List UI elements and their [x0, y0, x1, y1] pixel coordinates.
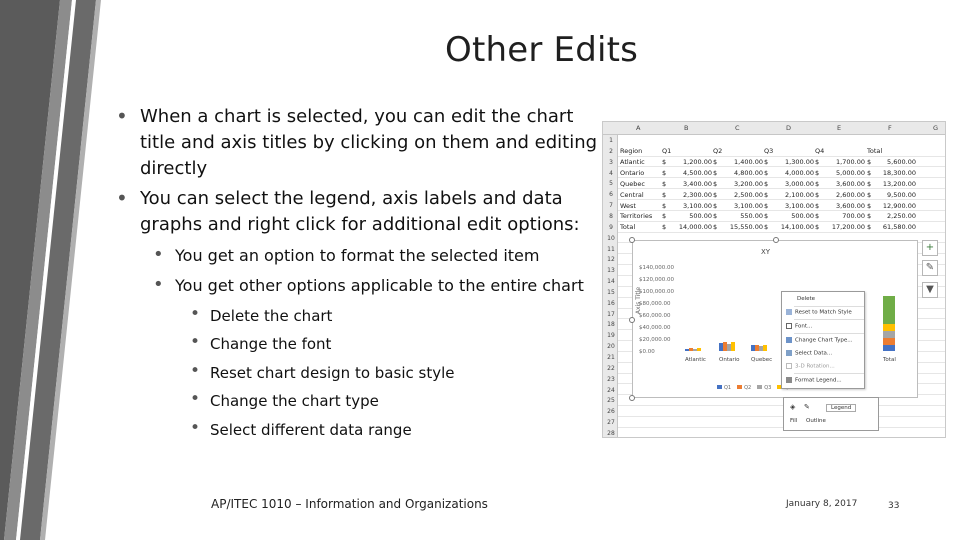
region-cell[interactable]: Quebec [620, 179, 645, 188]
row-number: 12 [607, 256, 615, 264]
chart-element-dropdown[interactable]: Legend [826, 404, 856, 412]
legend-swatch [737, 385, 742, 389]
outline-label[interactable]: Outline [806, 418, 826, 424]
row-number: 10 [607, 234, 615, 242]
value-cell[interactable]: 3,400.00 [683, 179, 712, 188]
row-number: 13 [607, 267, 615, 275]
menu-item-reset-style[interactable] [786, 309, 852, 316]
value-cell[interactable]: 3,100.00 [785, 201, 814, 210]
value-cell[interactable]: 1,700.00 [836, 158, 865, 167]
currency-symbol: $ [815, 179, 820, 188]
menu-item-select-data[interactable] [786, 350, 832, 357]
currency-symbol: $ [815, 212, 820, 221]
legend-swatch [717, 385, 722, 389]
y-tick-label: $120,000.00 [639, 277, 674, 283]
currency-symbol: $ [713, 212, 718, 221]
bullet-text: When a chart is selected, you can edit the chart title and axis titles by clicking on them and editing directly [140, 106, 598, 179]
bullet-item [118, 186, 598, 238]
value-cell[interactable]: 5,000.00 [836, 169, 865, 178]
x-tick-label: Quebec [751, 357, 773, 363]
value-cell[interactable]: 15,550.00 [729, 223, 763, 232]
row-number: 5 [609, 180, 613, 188]
currency-symbol: $ [867, 190, 872, 199]
menu-item-format-legend[interactable] [786, 377, 842, 384]
currency-symbol: $ [764, 223, 769, 232]
value-cell[interactable]: 61,580.00 [882, 223, 916, 232]
stacked-total-bar[interactable] [883, 338, 895, 345]
column-header: E [837, 124, 842, 132]
resize-handle[interactable] [773, 237, 779, 243]
currency-symbol: $ [815, 223, 820, 232]
menu-item-label: Font... [795, 323, 813, 330]
row-number: 17 [607, 310, 615, 318]
currency-symbol: $ [867, 169, 872, 178]
menu-item-label: Reset to Match Style [795, 309, 852, 316]
value-cell[interactable]: 4,500.00 [683, 169, 712, 178]
x-tick-label: Total [883, 357, 896, 363]
header-cell[interactable]: Region [620, 147, 643, 156]
currency-symbol: $ [815, 190, 820, 199]
bullet-dot-icon: • [190, 389, 201, 409]
value-cell[interactable]: 500.00 [689, 212, 712, 221]
sub-sub-bullet-text: Delete the chart [210, 307, 333, 325]
bullet-dot-icon: • [153, 274, 164, 295]
currency-symbol: $ [867, 223, 872, 232]
select-data-icon [786, 350, 792, 356]
row-number: 7 [609, 202, 613, 210]
value-cell[interactable]: 550.00 [740, 212, 763, 221]
region-cell[interactable]: Central [620, 190, 644, 199]
table-row [618, 178, 946, 189]
value-cell[interactable]: 3,100.00 [683, 201, 712, 210]
header-cell[interactable]: Q3 [764, 147, 774, 156]
currency-symbol: $ [662, 158, 667, 167]
bullet-item [118, 104, 598, 182]
chart-elements-button[interactable]: + [922, 240, 938, 256]
row-number: 4 [609, 169, 613, 177]
region-cell[interactable]: Territories [620, 212, 653, 221]
table-header-row [618, 146, 946, 157]
currency-symbol: $ [764, 158, 769, 167]
value-cell[interactable]: 1,200.00 [683, 158, 712, 167]
column-header: D [786, 124, 792, 132]
currency-symbol: $ [815, 201, 820, 210]
table-row [618, 157, 946, 168]
value-cell[interactable]: 2,600.00 [836, 190, 865, 199]
column-header: A [636, 124, 641, 132]
mini-toolbar [783, 397, 879, 431]
row-number: 28 [607, 429, 615, 437]
value-cell[interactable]: 700.00 [842, 212, 865, 221]
bullet-dot-icon: • [116, 104, 128, 128]
currency-symbol: $ [662, 201, 667, 210]
bullet-dot-icon: • [190, 361, 201, 381]
row-number: 27 [607, 419, 615, 427]
value-cell[interactable]: 3,200.00 [734, 179, 763, 188]
value-cell[interactable]: 3,600.00 [836, 179, 865, 188]
currency-symbol: $ [713, 190, 718, 199]
menu-item-3d-rotation[interactable] [786, 363, 835, 370]
menu-separator [794, 333, 864, 334]
table-row [618, 168, 946, 179]
currency-symbol: $ [764, 190, 769, 199]
currency-symbol: $ [764, 179, 769, 188]
menu-separator [794, 319, 864, 320]
menu-item-font[interactable] [786, 323, 812, 330]
footer-date: January 8, 2017 [786, 499, 858, 509]
currency-symbol: $ [662, 223, 667, 232]
reset-icon [786, 309, 792, 315]
empty-row [618, 417, 946, 428]
value-cell[interactable]: 3,100.00 [734, 201, 763, 210]
row-number: 19 [607, 332, 615, 340]
bullet-dot-icon: • [116, 186, 128, 210]
sub-bullet-text: You get other options applicable to the entire chart [175, 276, 584, 295]
row-number: 15 [607, 288, 615, 296]
row-number: 25 [607, 397, 615, 405]
region-cell[interactable]: West [620, 201, 636, 210]
table-row [618, 211, 946, 222]
value-cell[interactable]: 1,400.00 [734, 158, 763, 167]
chart-title[interactable]: XY [761, 248, 771, 256]
value-cell[interactable]: 4,000.00 [785, 169, 814, 178]
x-tick-label: Atlantic [685, 357, 706, 363]
row-number: 21 [607, 354, 615, 361]
sub-sub-bullet-text: Select different data range [210, 421, 412, 439]
header-cell[interactable]: Q1 [662, 147, 672, 156]
menu-item-change-chart-type[interactable] [786, 337, 853, 344]
menu-item-label: Change Chart Type... [795, 337, 853, 344]
footer-course: AP/ITEC 1010 – Information and Organizations [211, 497, 488, 511]
legend-label: Q3 [764, 385, 772, 391]
resize-handle[interactable] [629, 237, 635, 243]
row-number: 23 [607, 375, 615, 383]
font-icon [786, 323, 792, 329]
stacked-total-bar[interactable] [883, 296, 895, 324]
y-tick-label: $40,000.00 [639, 325, 671, 331]
currency-symbol: $ [815, 158, 820, 167]
resize-handle[interactable] [629, 395, 635, 401]
sub-sub-bullet-item [190, 361, 455, 383]
currency-symbol: $ [662, 212, 667, 221]
menu-item-delete[interactable]: Delete [797, 296, 816, 302]
empty-row [618, 406, 946, 417]
empty-row [618, 428, 946, 438]
legend-label: Q2 [744, 385, 752, 391]
column-header: G [933, 124, 939, 132]
header-cell[interactable]: Total [867, 147, 883, 156]
currency-symbol: $ [713, 223, 718, 232]
row-number: 18 [607, 321, 615, 329]
row-number: 6 [609, 191, 613, 199]
header-cell[interactable]: Q2 [713, 147, 723, 156]
row-number: 16 [607, 299, 615, 307]
chart-styles-button[interactable]: ✎ [922, 260, 938, 276]
currency-symbol: $ [867, 179, 872, 188]
chart-bar[interactable] [731, 342, 735, 351]
column-header: B [684, 124, 689, 132]
rotation-icon [786, 363, 792, 369]
context-menu [781, 291, 865, 389]
currency-symbol: $ [867, 158, 872, 167]
currency-symbol: $ [764, 212, 769, 221]
sub-sub-bullet-item [190, 418, 412, 440]
sub-sub-bullet-item [190, 389, 379, 411]
menu-separator [794, 373, 864, 374]
currency-symbol: $ [662, 190, 667, 199]
y-tick-label: $20,000.00 [639, 337, 671, 343]
currency-symbol: $ [713, 169, 718, 178]
fill-bucket-icon[interactable]: ◈ [790, 403, 796, 411]
currency-symbol: $ [713, 179, 718, 188]
value-cell[interactable]: 12,900.00 [882, 201, 916, 210]
y-axis-title[interactable]: Axis Title [635, 286, 643, 315]
currency-symbol: $ [867, 201, 872, 210]
y-tick-label: $100,000.00 [639, 289, 674, 295]
y-tick-label: $140,000.00 [639, 265, 674, 271]
bullet-dot-icon: • [190, 304, 201, 324]
row-number: 8 [609, 212, 613, 220]
value-cell[interactable]: 14,000.00 [678, 223, 712, 232]
decorative-stripes [0, 0, 110, 540]
chart-filters-button[interactable]: ▼ [922, 282, 938, 298]
currency-symbol: $ [867, 212, 872, 221]
region-cell[interactable]: Total [620, 223, 636, 232]
value-cell[interactable]: 500.00 [791, 212, 814, 221]
row-number: 11 [607, 245, 615, 253]
currency-symbol: $ [764, 169, 769, 178]
value-cell[interactable]: 5,600.00 [887, 158, 916, 167]
row-number: 20 [607, 343, 615, 351]
stacked-total-bar[interactable] [883, 345, 895, 351]
column-header: F [888, 124, 892, 132]
table-row [618, 189, 946, 200]
header-cell[interactable]: Q4 [815, 147, 825, 156]
row-number: 22 [607, 364, 615, 372]
sub-sub-bullet-text: Change the chart type [210, 392, 379, 410]
value-cell[interactable]: 17,200.00 [831, 223, 865, 232]
value-cell[interactable]: 4,800.00 [734, 169, 763, 178]
region-cell[interactable]: Ontario [620, 169, 645, 178]
x-tick-label: Ontario [719, 357, 740, 363]
value-cell[interactable]: 2,300.00 [683, 190, 712, 199]
currency-symbol: $ [662, 169, 667, 178]
y-tick-label: $80,000.00 [639, 301, 671, 307]
row-number: 9 [609, 223, 613, 231]
y-tick-label: $60,000.00 [639, 313, 671, 319]
format-icon [786, 377, 792, 383]
currency-symbol: $ [713, 201, 718, 210]
legend-label: Q1 [724, 385, 732, 391]
value-cell[interactable]: 9,500.00 [887, 190, 916, 199]
menu-item-label: Format Legend... [795, 377, 842, 384]
column-header: C [735, 124, 740, 132]
stacked-total-bar[interactable] [883, 324, 895, 332]
row-number: 14 [607, 278, 615, 286]
currency-symbol: $ [815, 169, 820, 178]
fill-label[interactable]: Fill [790, 418, 798, 424]
menu-item-label: 3-D Rotation... [795, 363, 835, 370]
chart-type-icon [786, 337, 792, 343]
table-row [618, 222, 946, 233]
row-number: 26 [607, 408, 615, 416]
menu-item-label: Select Data... [795, 350, 833, 357]
currency-symbol: $ [662, 179, 667, 188]
sub-bullet-text: You get an option to format the selected item [175, 246, 540, 265]
row-number: 3 [609, 158, 613, 166]
slide-title: Other Edits [445, 30, 639, 70]
chart-bar[interactable] [697, 348, 701, 351]
bullet-text: You can select the legend, axis labels and data graphs and right click for additional edit options: [140, 188, 580, 235]
column-header-row [603, 122, 946, 135]
menu-separator [794, 306, 864, 307]
value-cell[interactable]: 18,300.00 [882, 169, 916, 178]
sub-sub-bullet-text: Reset chart design to basic style [210, 364, 455, 382]
row-number: 1 [609, 137, 613, 144]
currency-symbol: $ [764, 201, 769, 210]
outline-pen-icon[interactable]: ✎ [804, 403, 810, 411]
stacked-total-bar[interactable] [883, 331, 895, 337]
value-cell[interactable]: 2,500.00 [734, 190, 763, 199]
y-tick-label: $0.00 [639, 349, 655, 355]
sub-sub-bullet-item [190, 332, 332, 354]
sub-bullet-item [153, 244, 605, 266]
bullet-dot-icon: • [153, 244, 164, 265]
value-cell[interactable]: 14,100.00 [780, 223, 814, 232]
sub-sub-bullet-item [190, 304, 333, 326]
region-cell[interactable]: Atlantic [620, 158, 645, 167]
value-cell[interactable]: 13,200.00 [882, 179, 916, 188]
value-cell[interactable]: 1,300.00 [785, 158, 814, 167]
sub-sub-bullet-text: Change the font [210, 335, 332, 353]
bullet-dot-icon: • [190, 418, 201, 438]
value-cell[interactable]: 2,100.00 [785, 190, 814, 199]
chart-bar[interactable] [763, 345, 767, 351]
value-cell[interactable]: 2,250.00 [887, 212, 916, 221]
row-number: 24 [607, 386, 615, 394]
legend-swatch [757, 385, 762, 389]
value-cell[interactable]: 3,000.00 [785, 179, 814, 188]
resize-handle[interactable] [629, 317, 635, 323]
table-row [618, 200, 946, 211]
value-cell[interactable]: 3,600.00 [836, 201, 865, 210]
currency-symbol: $ [713, 158, 718, 167]
row-header-column [603, 135, 618, 438]
row-number: 2 [609, 147, 613, 155]
bullet-dot-icon: • [190, 332, 201, 352]
sub-bullet-item [153, 274, 605, 296]
page-number: 33 [888, 501, 900, 511]
embedded-chart[interactable] [632, 240, 918, 398]
